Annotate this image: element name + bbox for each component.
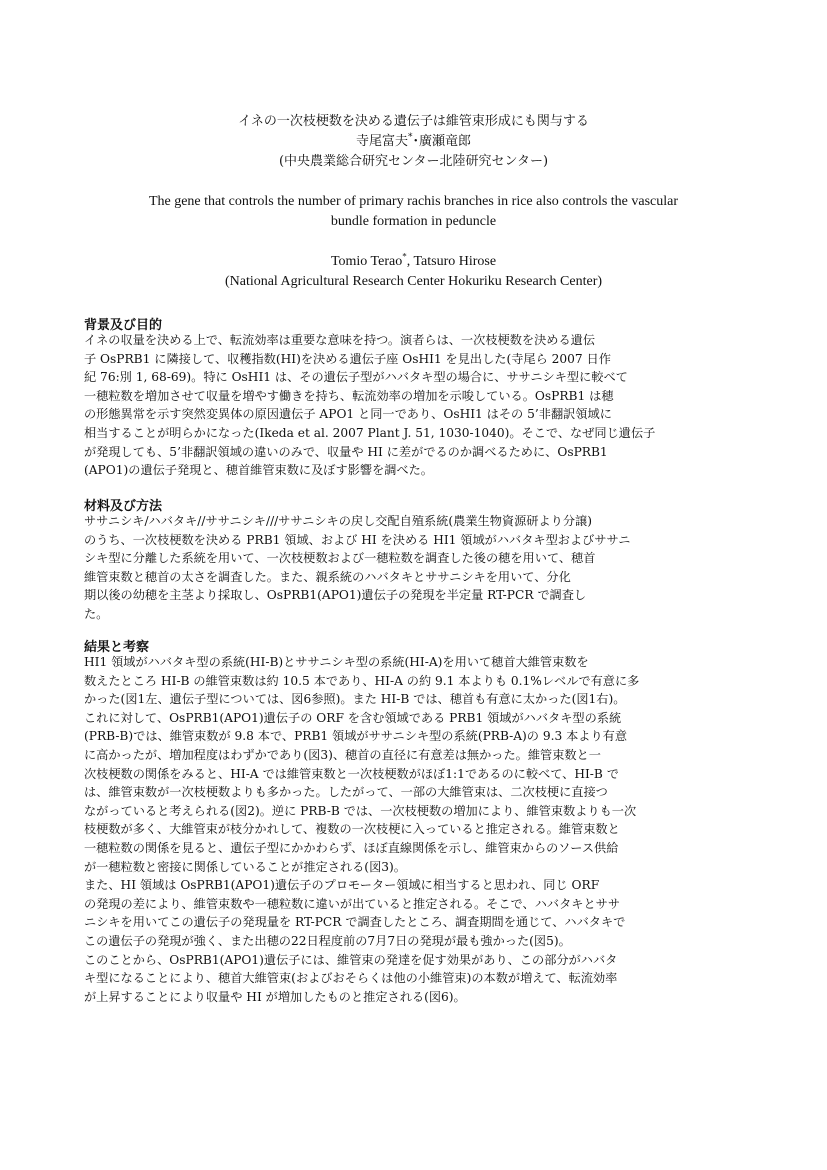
text-line: た。 <box>84 606 109 621</box>
section-heading-background: 背景及び目的 <box>84 318 163 333</box>
text-line: (APO1)の遺伝子発現と、穂首維管束数に及ぼす影響を調べた。 <box>84 463 433 478</box>
corresponding-mark-ja: * <box>408 132 413 143</box>
text-line: 次枝梗数の関係をみると、HI-A では維管束数と一次枝梗数がほぼ1:1であるのに較べて、HI-B で <box>84 766 619 781</box>
section-body-methods <box>84 512 744 624</box>
text-line: かった(図1左、遺伝子型については、図6参照)。また HI-B では、穂首も有意に太かった(図1右)。 <box>84 692 626 707</box>
text-line: のうち、一次枝梗数を決める PRB1 領域、および HI を決める HI1 領域がハバタキ型およびササニ <box>84 532 631 547</box>
section-body-results <box>84 653 744 1006</box>
text-line: イネの収量を決める上で、転流効率は重要な意味を持つ。演者らは、一次枝梗数を決める遺伝 <box>84 333 596 347</box>
text-line: 紀 76:別 1, 68-69)。特に OsHI1 は、その遺伝子型がハバタキ型の場合に、ササニシキ型に較べて <box>84 370 628 385</box>
text-line: 維管束数と穂首の太さを調査した。また、親系統のハバタキとササニシキを用いて、分化 <box>84 569 571 584</box>
affiliation-ja: (中央農業総合研究センター北陸研究センター) <box>278 154 549 169</box>
text-line: この遺伝子の発現が強く、また出穂の22日程度前の7月7日の発現が最も強かった(図5)。 <box>84 933 571 948</box>
text-line: ササニシキ/ハバタキ//ササニシキ///ササニシキの戻し交配自殖系統(農業生物資源研より分譲) <box>84 514 592 528</box>
corresponding-mark-en: * <box>402 251 407 262</box>
title-block-ja <box>90 112 737 172</box>
text-line: これに対して、OsPRB1(APO1)遺伝子の ORF を含む領域である PRB1 領域がハバタキ型の系統 <box>84 710 622 725</box>
text-line: が上昇することにより収量や HI が増加したものと推定される(図6)。 <box>84 989 466 1004</box>
section-heading-results: 結果と考察 <box>84 640 150 655</box>
text-line: (PRB-B)では、維管束数が 9.8 本で、PRB1 領域がササニシキ型の系統(PRB-A)の 9.3 本より有意 <box>84 729 628 744</box>
text-line: 枝梗数が多く、大維管束が枝分かれして、複数の一次枝梗に入っていると推定される。維管束数と <box>84 822 620 837</box>
title-en-line-1: The gene that controls the number of primary rachis branches in rice also controls the vascular <box>148 194 679 209</box>
author-ja-rest: ･廣瀬竜郎 <box>412 134 472 149</box>
authors-ja <box>90 132 737 152</box>
text-line: 期以後の幼穂を主茎より採取し、OsPRB1(APO1)遺伝子の発現を半定量 RT-PCR で調査し <box>84 588 587 603</box>
text-line: ながっていると考えられる(図2)。逆に PRB-B では、一次枝梗数の増加により、維管束数よりも一次 <box>84 803 637 818</box>
text-line: の形態異常を示す突然変異体の原因遺伝子 APO1 と同一であり、OsHI1 はその 5’非翻訳領域に <box>84 407 612 422</box>
title-ja: イネの一次枝梗数を決める遺伝子は維管束形成にも関与する <box>238 114 589 129</box>
text-line: に高かったが、増加程度はわずかであり(図3)、穂首の直径に有意差は無かった。維管束数と一 <box>84 747 601 762</box>
section-body-background <box>84 331 744 480</box>
text-line: シキ型に分離した系統を用いて、一次枝梗数および一穂粒数を調査した後の穂を用いて、穂首 <box>84 551 596 566</box>
author-en-rest: , Tatsuro Hirose <box>406 254 497 269</box>
text-line: HI1 領域がハバタキ型の系統(HI-B)とササニシキ型の系統(HI-A)を用いて穂首大維管束数を <box>84 655 589 669</box>
affiliation-en: (National Agricultural Research Center Hokuriku Research Center) <box>224 274 603 289</box>
title-block-en <box>90 192 737 232</box>
text-line: が発現しても、5’非翻訳領域の違いのみで、収量や HI に差がでるのか調べるために、OsPRB1 <box>84 444 608 459</box>
text-line: が一穂粒数と密接に関係していることが推定される(図3)。 <box>84 859 406 874</box>
text-line: このことから、OsPRB1(APO1)遺伝子には、維管束の発達を促す効果があり、この部分がハバタ <box>84 952 618 967</box>
text-line: は、維管束数が一次枝梗数よりも多かった。したがって、一部の大維管束は、二次枝梗に直接つ <box>84 785 608 800</box>
text-line: キ型になることにより、穂首大維管束(およびおそらくは他の小維管束)の本数が増えて、転流効率 <box>84 971 618 986</box>
title-en-line-2: bundle formation in peduncle <box>330 214 497 229</box>
text-line: 相当することが明らかになった(Ikeda et al. 2007 Plant J. 51, 1030-1040)。そこで、なぜ同じ遺伝子 <box>84 425 656 440</box>
authors-block-en <box>90 252 737 292</box>
section-heading-methods: 材料及び方法 <box>84 499 163 514</box>
text-line: 一穂粒数を増加させて収量を増やす働きを持ち、転流効率の増加を示唆している。OsPRB1 は穂 <box>84 388 614 403</box>
text-line: 子 OsPRB1 に隣接して、収穫指数(HI)を決める遺伝子座 OsHI1 を見出した(寺尾ら 2007 日作 <box>84 351 611 366</box>
author-en-1: Tomio Terao <box>330 254 403 269</box>
author-ja-1: 寺尾富夫 <box>355 134 408 149</box>
text-line: の発現の差により、維管束数や一穂粒数に違いが出ていると推定される。そこで、ハバタキとササ <box>84 896 621 911</box>
text-line: ニシキを用いてこの遺伝子の発現量を RT-PCR で調査したところ、調査期間を通じて、ハバタキで <box>84 915 626 930</box>
text-line: 数えたところ HI-B の維管束数は約 10.5 本であり、HI-A の約 9.1 本よりも 0.1%レベルで有意に多 <box>84 673 640 688</box>
text-line: また、HI 領域は OsPRB1(APO1)遺伝子のプロモーター領域に相当すると思われ、同じ ORF <box>84 878 600 893</box>
text-line: 一穂粒数の関係を見ると、遺伝子型にかかわらず、ほぼ直線関係を示し、維管束からのソース供給 <box>84 840 619 855</box>
authors-en <box>90 252 737 272</box>
